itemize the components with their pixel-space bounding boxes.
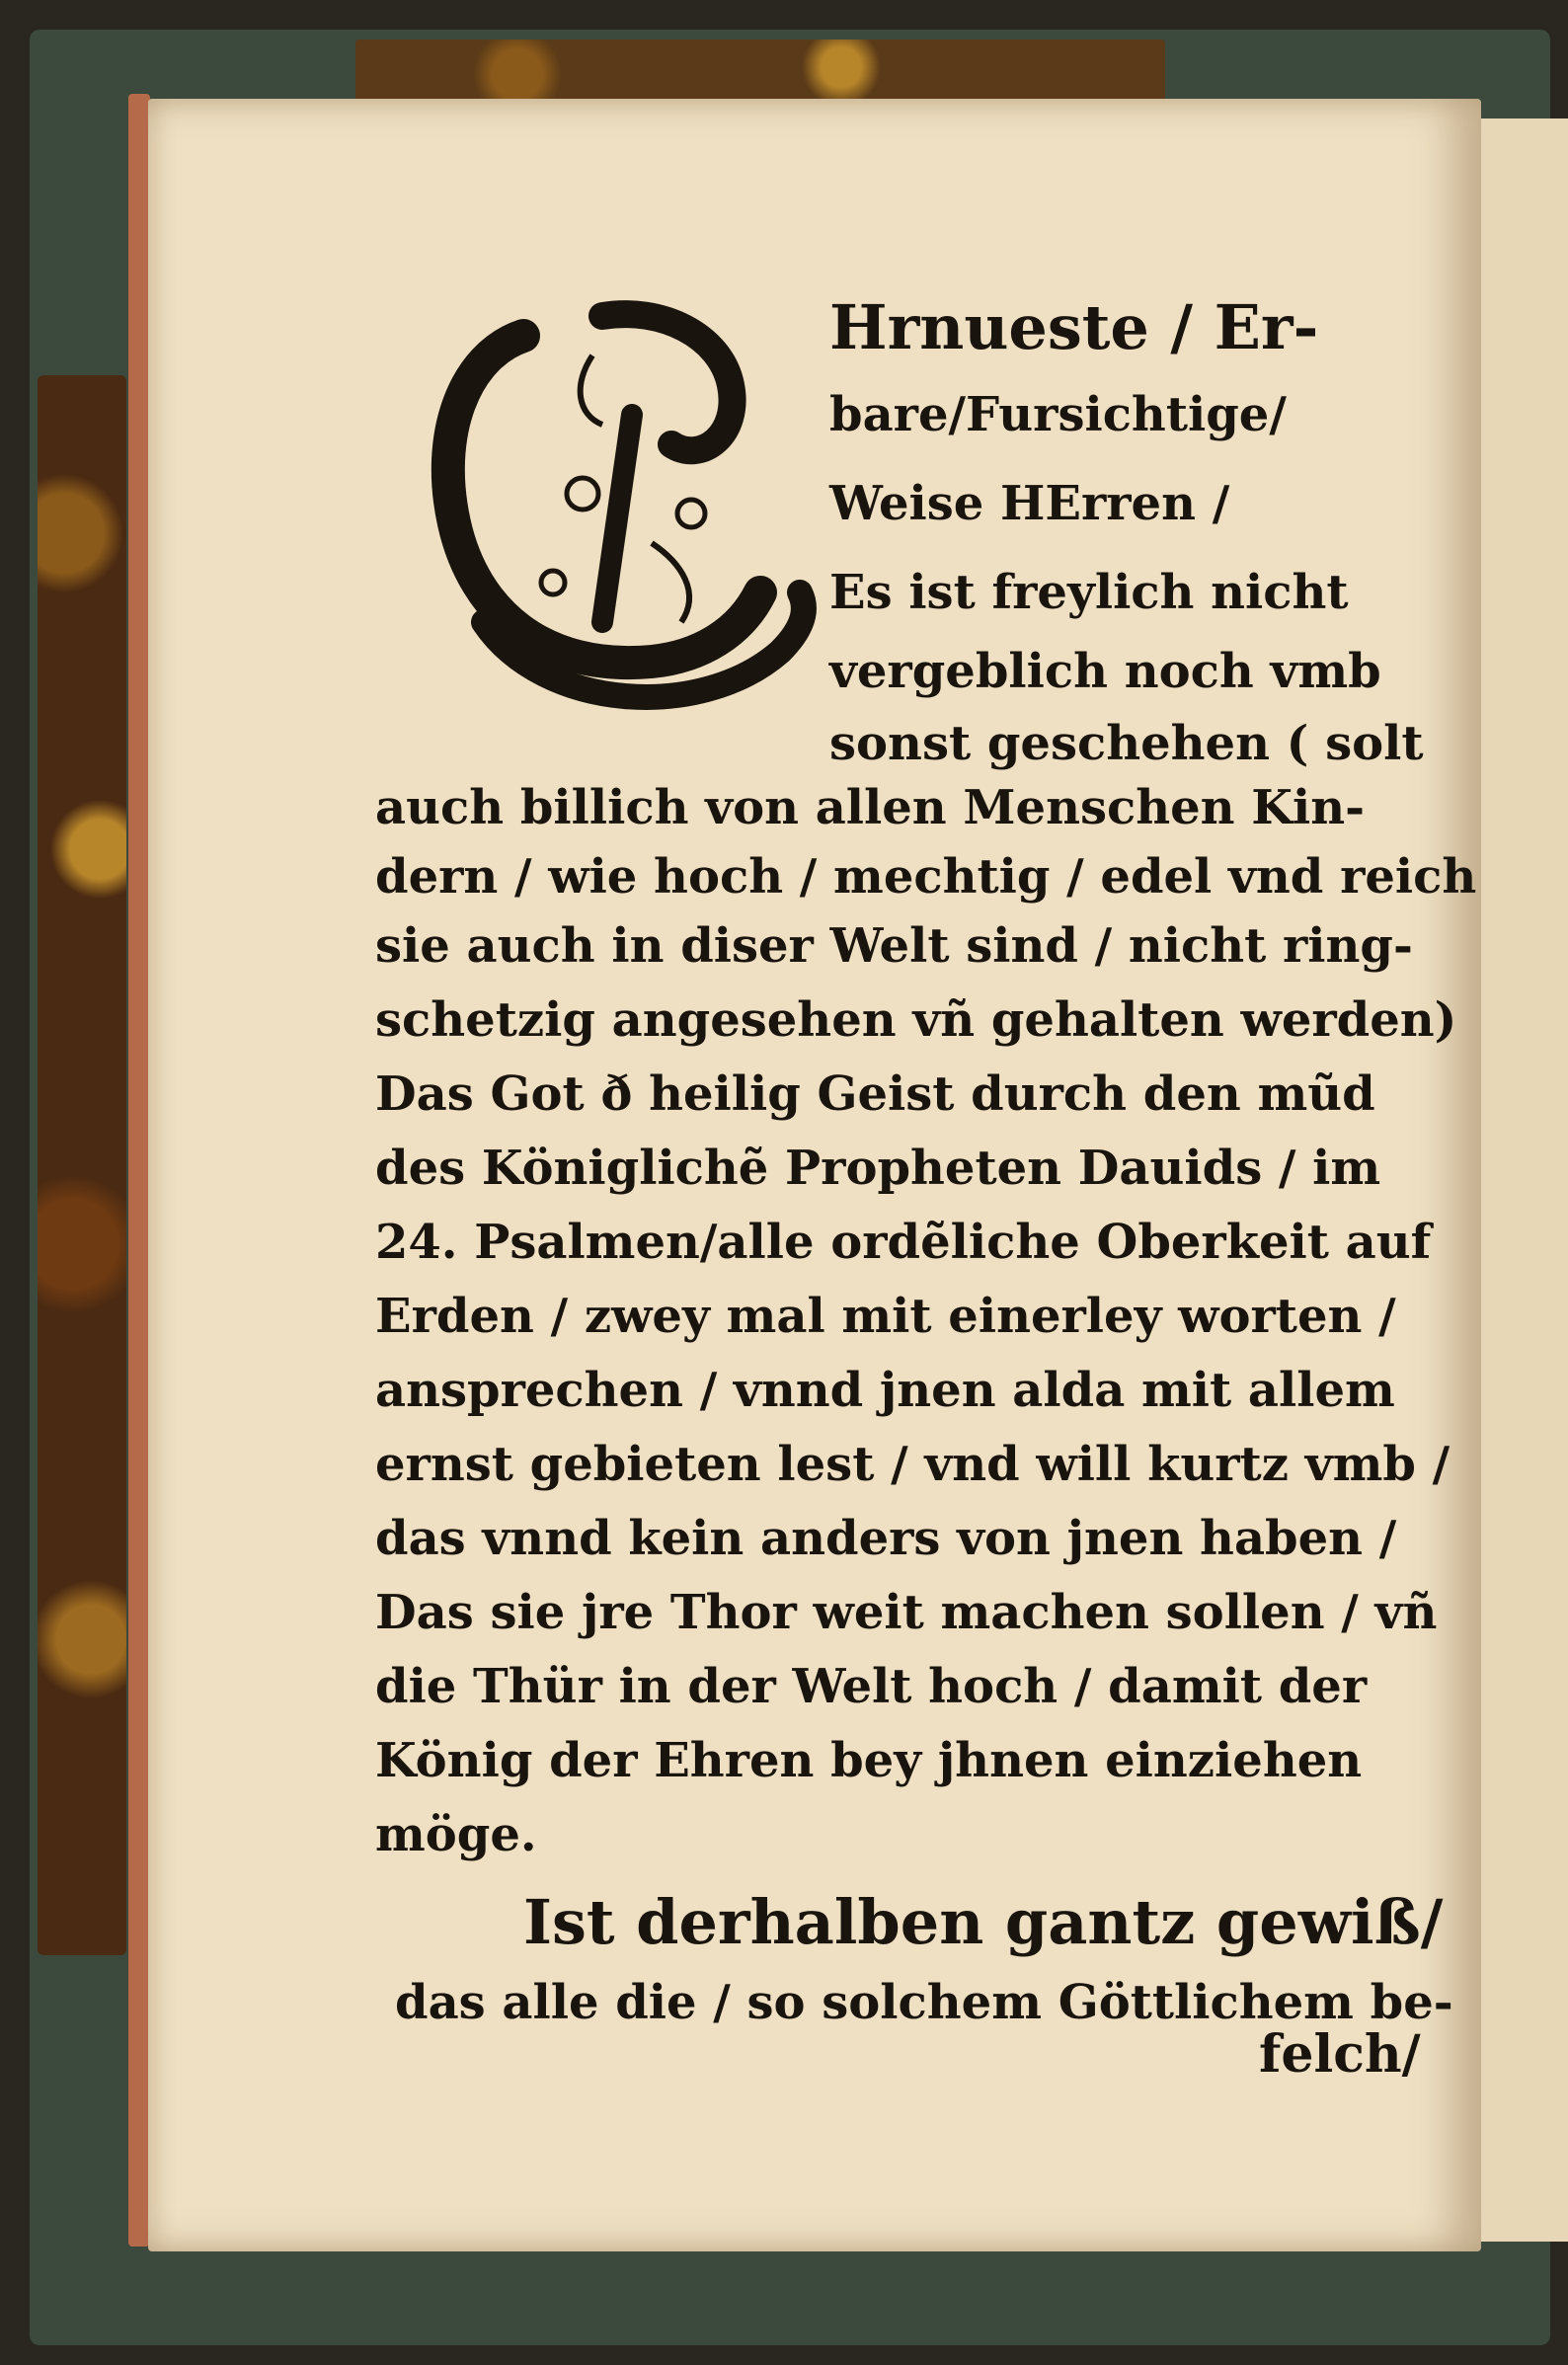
decorated-initial <box>405 296 829 750</box>
text-line: Ist derhalben gantz gewiß/ <box>523 1886 1444 1958</box>
text-line: 24. Psalmen/alle ordẽliche Oberkeit auf <box>375 1215 1432 1270</box>
text-line: sonst geschehen ( solt <box>829 716 1424 771</box>
text-line: bare/Fursichtige/ <box>829 387 1287 442</box>
text-line: dern / wie hoch / mechtig / edel vnd reich <box>375 849 1477 905</box>
text-line: das vnnd kein anders von jnen haben / <box>375 1511 1397 1566</box>
initial-letter-text: E <box>617 592 618 593</box>
facing-page-edge <box>1481 118 1568 2242</box>
text-line: ansprechen / vnnd jnen alda mit allem <box>375 1363 1395 1418</box>
text-line: die Thür in der Welt hoch / damit der <box>375 1659 1368 1714</box>
text-line: schetzig angesehen vñ gehalten werden) <box>375 992 1457 1048</box>
text-line: des Königlichẽ Propheten Dauids / im <box>375 1141 1381 1196</box>
page-edge <box>128 94 150 2247</box>
text-line: Hrnueste / Er- <box>829 291 1319 363</box>
text-line: vergeblich noch vmb <box>829 644 1381 699</box>
text-line: Das sie jre Thor weit machen sollen / vñ <box>375 1585 1438 1640</box>
text-line: sie auch in diser Welt sind / nicht ring- <box>375 918 1413 974</box>
text-line: ernst gebieten lest / vnd will kurtz vmb / <box>375 1437 1450 1492</box>
text-line: Weise HErren / <box>829 476 1230 531</box>
text-line: Es ist freylich nicht <box>829 565 1349 620</box>
text-line: das alle die / so solchem Göttlichem be- <box>395 1975 1453 2030</box>
catchword: felch/ <box>1259 2024 1421 2085</box>
text-line: König der Ehren bey jhnen einziehen <box>375 1733 1363 1788</box>
text-line: möge. <box>375 1807 537 1862</box>
text-line: Erden / zwey mal mit einerley worten / <box>375 1289 1396 1344</box>
text-line: auch billich von allen Menschen Kin- <box>375 780 1366 835</box>
text-line: Das Got ð heilig Geist durch den mũd <box>375 1066 1375 1122</box>
marbled-cover-edge <box>38 375 126 1955</box>
